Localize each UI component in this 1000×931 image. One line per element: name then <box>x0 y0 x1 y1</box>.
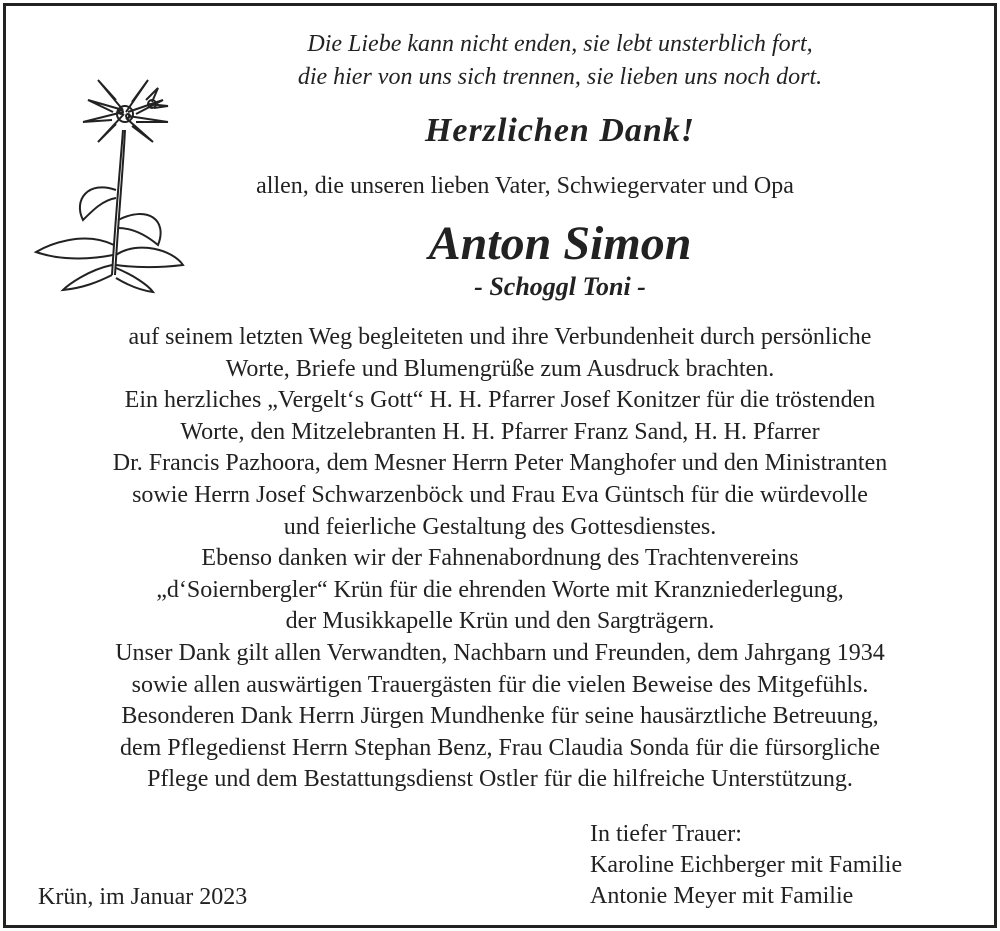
deceased-name: Anton Simon <box>428 217 692 270</box>
poem-line: die hier von uns sich trennen, sie lieben uns noch dort. <box>297 64 823 90</box>
body-line: Besonderen Dank Herrn Jürgen Mundhenke für seine hausärztliche Betreuung, <box>121 703 879 730</box>
signature-line: Karoline Eichberger mit Familie <box>590 852 903 878</box>
body-line: und feierliche Gestaltung des Gottesdienstes. <box>283 513 717 540</box>
deceased-nickname: - Schoggl Toni - <box>474 272 646 301</box>
place-date: Krün, im Januar 2023 <box>38 884 248 910</box>
body-line: Dr. Francis Pazhoora, dem Mesner Herrn Peter Manghofer und den Ministranten <box>112 450 888 477</box>
body-line: Ein herzliches „Vergelt‘s Gott“ H. H. Pfarrer Josef Konitzer für die tröstenden <box>124 387 876 414</box>
body-line: Pflege und dem Bestattungsdienst Ostler für die hilfreiche Unterstützung. <box>147 766 853 793</box>
signature-line: In tiefer Trauer: <box>590 821 742 847</box>
thanks-heading: Herzlichen Dank! <box>424 112 696 149</box>
body-line: Unser Dank gilt allen Verwandten, Nachbarn und Freunden, dem Jahrgang 1934 <box>115 639 885 666</box>
body-line: Worte, den Mitzelebranten H. H. Pfarrer Franz Sand, H. H. Pfarrer <box>180 418 820 445</box>
body-line: Ebenso danken wir der Fahnenabordnung des Trachtenvereins <box>201 545 799 572</box>
poem-line: Die Liebe kann nicht enden, sie lebt unsterblich fort, <box>307 31 813 57</box>
body-line: sowie allen auswärtigen Trauergästen für die vielen Beweise des Mitgefühls. <box>131 671 869 698</box>
body-line: der Musikkapelle Krün und den Sargträgern. <box>285 608 715 635</box>
body-line: „d‘Soiernbergler“ Krün für die ehrenden Worte mit Kranzniederlegung, <box>156 576 844 603</box>
body-line: Worte, Briefe und Blumengrüße zum Ausdruck brachten. <box>225 355 775 382</box>
body-line: sowie Herrn Josef Schwarzenböck und Frau Eva Güntsch für die würdevolle <box>132 481 868 508</box>
poem <box>150 28 970 94</box>
signature-line: Antonie Meyer mit Familie <box>590 883 854 909</box>
thanks-body <box>20 322 980 796</box>
body-line: auf seinem letzten Weg begleiteten und ihre Verbundenheit durch persönliche <box>128 324 872 350</box>
intro-text: allen, die unseren lieben Vater, Schwiegervater und Opa <box>256 173 794 199</box>
signature-block <box>590 819 902 912</box>
body-line: dem Pflegedienst Herrn Stephan Benz, Frau Claudia Sonda für die fürsorgliche <box>119 734 881 761</box>
